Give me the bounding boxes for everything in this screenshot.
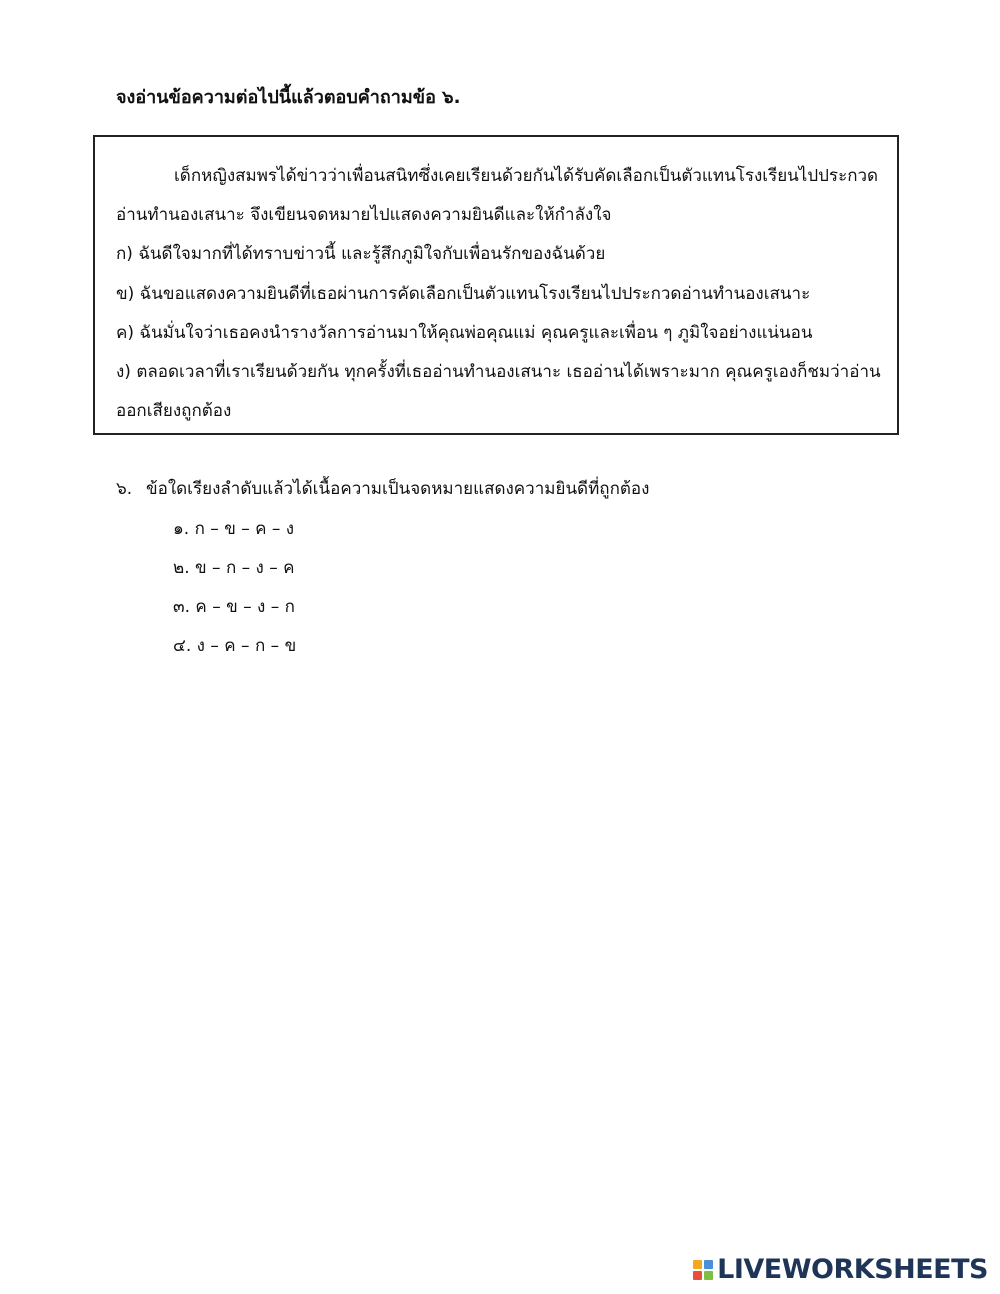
liveworksheets-logo-icon bbox=[693, 1260, 713, 1280]
brand-name: LIVEWORKSHEETS bbox=[717, 1254, 988, 1285]
question-text: ข้อใดเรียงลำดับแล้วได้เนื้อความเป็นจดหมายแสดงความยินดีที่ถูกต้อง bbox=[146, 479, 650, 499]
passage-line: ออกเสียงถูกต้อง bbox=[116, 401, 232, 421]
question-6 bbox=[116, 477, 649, 501]
passage-line: อ่านทำนองเสนาะ จึงเขียนจดหมายไปแสดงความยินดีและให้กำลังใจ bbox=[116, 205, 612, 225]
passage-line: ค) ฉันมั่นใจว่าเธอคงนำรางวัลการอ่านมาให้คุณพ่อคุณแม่ คุณครูและเพื่อน ๆ ภูมิใจอย่างแน่นอน bbox=[116, 323, 813, 343]
passage-line: ข) ฉันขอแสดงความยินดีที่เธอผ่านการคัดเลือกเป็นตัวแทนโรงเรียนไปประกวดอ่านทำนองเสนาะ bbox=[116, 284, 811, 304]
choice-4[interactable]: ๔. ง – ค – ก – ข bbox=[173, 636, 297, 656]
choice-1[interactable]: ๑. ก – ข – ค – ง bbox=[173, 519, 295, 539]
instruction-heading: จงอ่านข้อความต่อไปนี้แล้วตอบคำถามข้อ ๖. bbox=[116, 87, 461, 108]
passage-line: ง) ตลอดเวลาที่เราเรียนด้วยกัน ทุกครั้งที่เธออ่านทำนองเสนาะ เธออ่านได้เพราะมาก คุณครูเองก็ชมว่าอ่าน bbox=[116, 362, 881, 382]
choice-2[interactable]: ๒. ข – ก – ง – ค bbox=[173, 558, 295, 578]
passage-line: เด็กหญิงสมพรได้ข่าวว่าเพื่อนสนิทซึ่งเคยเรียนด้วยกันได้รับคัดเลือกเป็นตัวแทนโรงเรียนไปประกวด bbox=[174, 166, 879, 186]
choice-3[interactable]: ๓. ค – ข – ง – ก bbox=[173, 597, 295, 617]
question-number: ๖. bbox=[116, 479, 133, 499]
passage-line: ก) ฉันดีใจมากที่ได้ทราบข่าวนี้ และรู้สึกภูมิใจกับเพื่อนรักของฉันด้วย bbox=[116, 244, 606, 264]
brand-logo bbox=[693, 1255, 988, 1285]
